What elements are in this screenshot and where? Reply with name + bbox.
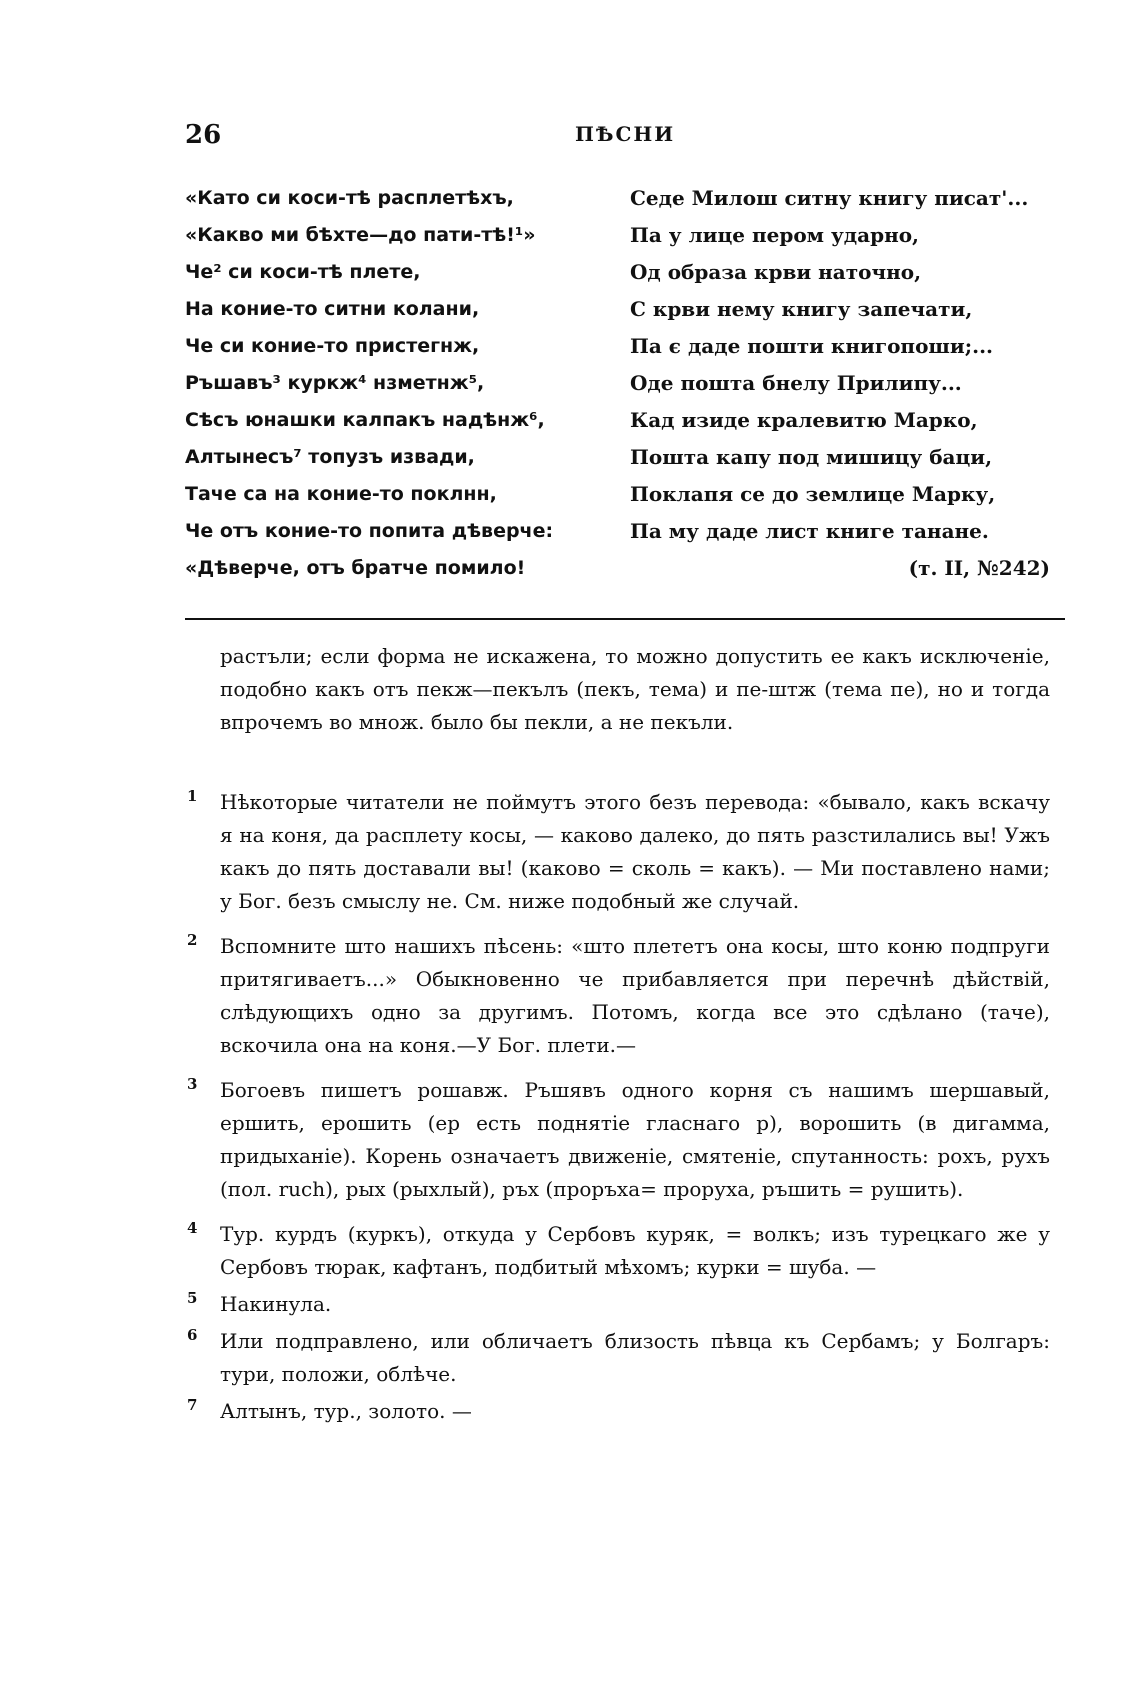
footnote-text: Или подправлено, или обличаетъ близость пѣвца къ Сербамъ; у Болгаръ: тури, положи, облѣче. (220, 1329, 1050, 1386)
verse-line: С крви нему книгу запечати, (630, 297, 973, 321)
poem-left-column (185, 180, 585, 587)
footnote-mark: 7 (187, 1396, 198, 1414)
verse-line: Че² си коси-тѣ плете, (185, 261, 421, 283)
running-title: ПѢСНИ (575, 122, 676, 146)
verse-line: Па му даде лист книге танане. (630, 519, 989, 543)
footnotes (185, 786, 1050, 1432)
footnote (185, 1325, 1050, 1391)
page-header (185, 120, 1065, 160)
footnote (185, 1395, 1050, 1428)
source-citation: (т. II, №242) (908, 556, 1050, 580)
footnote-text: Нѣкоторые читатели не поймутъ этого безъ перевода: «бывало, какъ вскачу я на коня, да расплету косы, — каково далеко, до пять разстилались вы! Ужъ какъ до пять доставали вы! (каково = сколь = какъ). — Ми поставлено нами; у Бог. безъ смыслу не. См. ниже подобный же случай. (220, 790, 1050, 913)
verse-line: На коние-то ситни колани, (185, 298, 480, 320)
continued-footnote-text: растъли; если форма не искажена, то можно допустить ее какъ исключеніе, подобно какъ отъ пекж—пекълъ (пекъ, тема) и пе-штж (тема пе), но и тогда впрочемъ во множ. было бы пекли, а не пекъли. (220, 644, 1050, 734)
footnote (185, 786, 1050, 918)
verse-line: Че си коние-то пристегнж, (185, 335, 480, 357)
footnote-text: Богоевъ пишетъ рошавж. Ръшявъ одного корня съ нашимъ шершавый, ершить, ерошить (ер есть поднятіе гласнаго р), ворошить (в дигамма, придыханіе). Корень означаетъ движеніе, смятеніе, спутанность: рохъ, рухъ (пол. ruch), рых (рыхлый), ръх (проръха= проруха, ръшить = рушить). (220, 1078, 1050, 1201)
verse-line: Сѣсъ юнашки калпакъ надѣнж⁶, (185, 409, 545, 431)
verse-line: Че отъ коние-то попита дѣверче: (185, 520, 554, 542)
verse-line: Алтынесъ⁷ топузъ извади, (185, 446, 475, 468)
verse-line: Оде пошта бнелу Прилипу... (630, 371, 962, 395)
footnote-mark: 2 (187, 931, 198, 949)
footnote-mark: 5 (187, 1289, 198, 1307)
verse-line: Седе Милош ситну книгу писат'... (630, 186, 1029, 210)
verse-line: Од образа крви наточно, (630, 260, 922, 284)
section-divider (185, 618, 1065, 620)
verse-line: Кад изиде кралевитю Марко, (630, 408, 978, 432)
footnote-text: Накинула. (220, 1292, 332, 1316)
footnote (185, 1074, 1050, 1206)
verse-line: Па є даде пошти книгопоши;... (630, 334, 994, 358)
verse-line: Ръшавъ³ куркж⁴ нзметнж⁵, (185, 372, 485, 394)
verse-line: «Като си коси-тѣ расплетѣхъ, (185, 187, 514, 209)
footnote (185, 1288, 1050, 1321)
verse-line: Таче са на коние-то поклнн, (185, 483, 497, 505)
page-number: 26 (185, 120, 222, 150)
footnote-mark: 6 (187, 1326, 198, 1344)
verse-line: «Какво ми бѣхте—до пати-тѣ!¹» (185, 224, 536, 246)
verse-line: Поклапя се до землице Марку, (630, 482, 996, 506)
footnote-text: Тур. курдъ (куркъ), откуда у Сербовъ куряк, = волкъ; изъ турецкаго же у Сербовъ тюрак, кафтанъ, подбитый мѣхомъ; курки = шуба. — (220, 1222, 1050, 1279)
footnote-mark: 4 (187, 1219, 198, 1237)
footnote (185, 930, 1050, 1062)
footnote-text: Вспомните што нашихъ пѣсень: «што плететъ она косы, што коню подпруги притягиваетъ...» Обыкновенно че прибавляется при перечнѣ дѣйствій, слѣдующихъ одно за другимъ. Потомъ, когда все это сдѣлано (таче), вскочила она на коня.—У Бог. плети.— (220, 934, 1050, 1057)
poem-right-column (630, 180, 1060, 587)
verse-line: «Дѣверче, отъ братче помило! (185, 557, 526, 579)
footnote-mark: 1 (187, 787, 198, 805)
verse-line: Пошта капу под мишицу баци, (630, 445, 993, 469)
footnote-mark: 3 (187, 1075, 198, 1093)
footnote-text: Алтынъ, тур., золото. — (220, 1399, 472, 1423)
footnote (185, 1218, 1050, 1284)
verse-line: Па у лице пером ударно, (630, 223, 920, 247)
